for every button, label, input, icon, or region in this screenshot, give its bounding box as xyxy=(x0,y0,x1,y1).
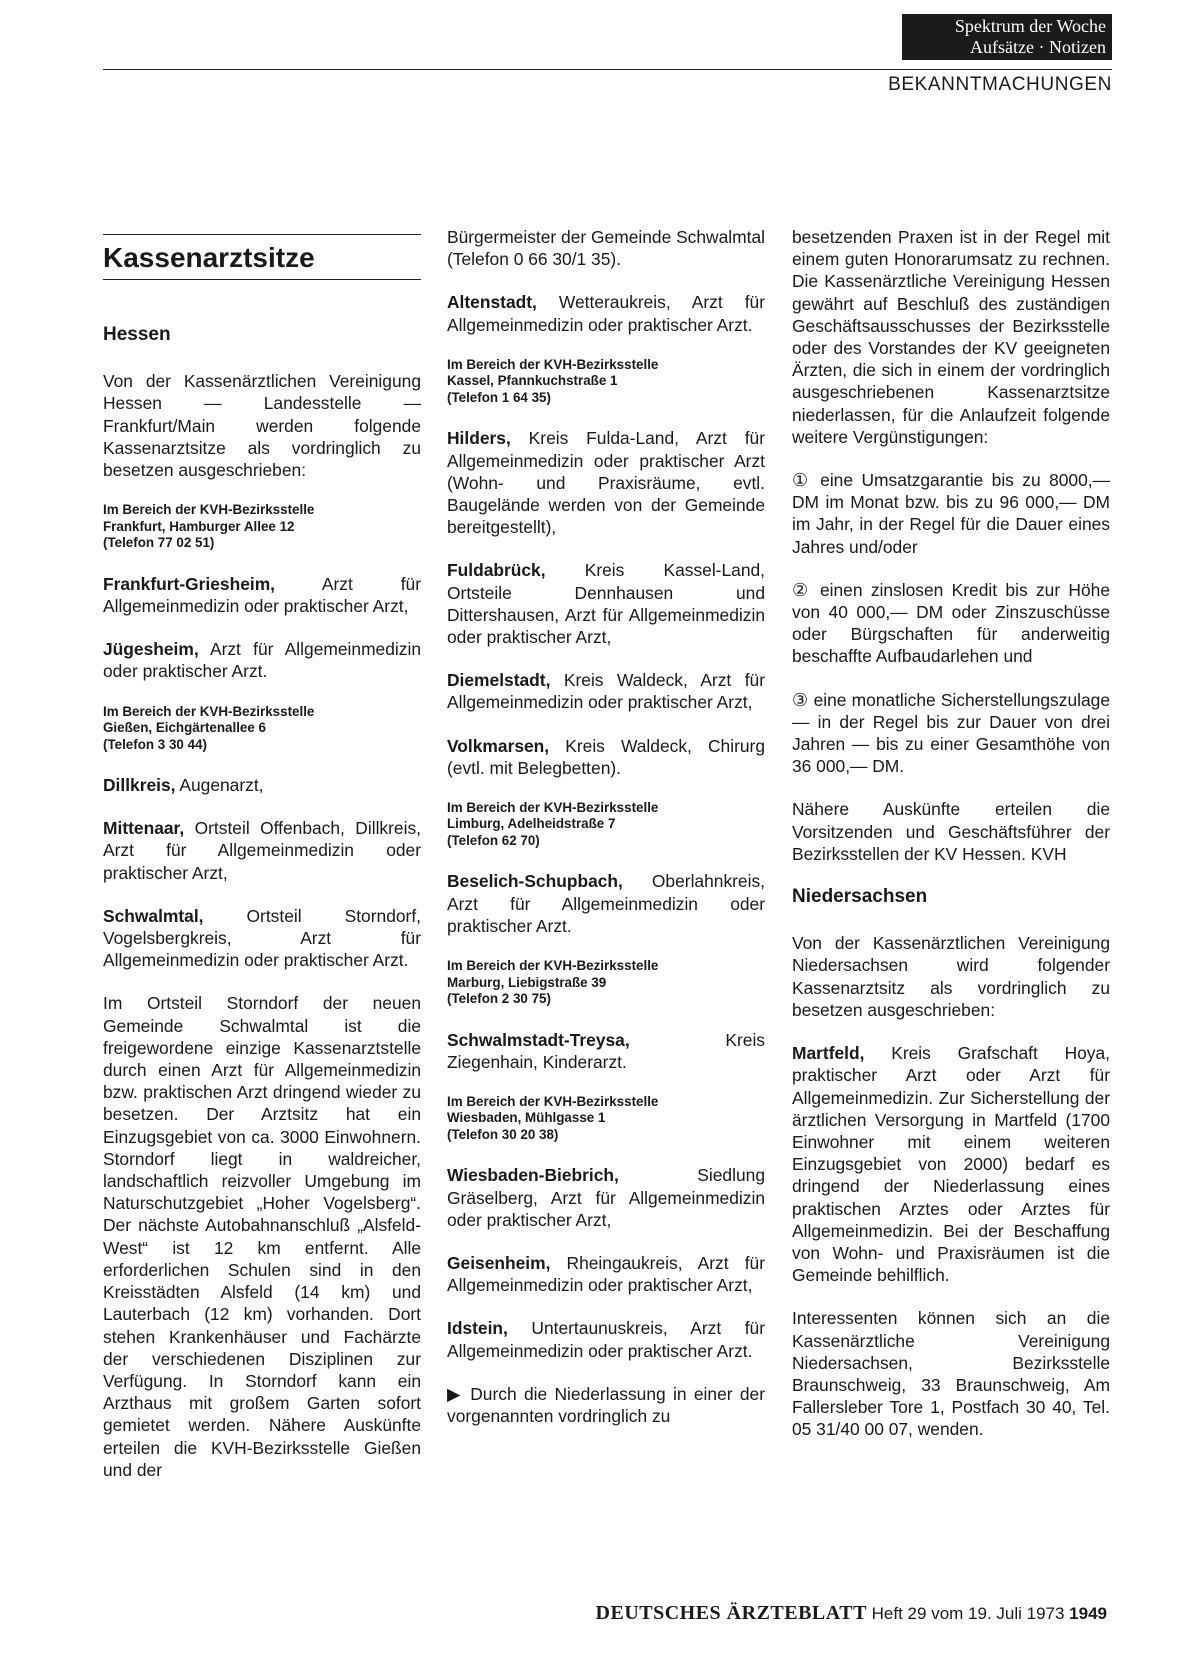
section-label: BEKANNTMACHUNGEN xyxy=(888,74,1112,95)
entry-name: Dillkreis, xyxy=(103,775,176,796)
entry-text: Ortsteil Offenbach, Dillkreis, Arzt für Allgemeinmedizin oder praktischer Arzt, xyxy=(103,818,421,883)
entry xyxy=(447,1164,765,1231)
office-line: Im Bereich der KVH-Bezirksstelle xyxy=(447,799,659,815)
note-paragraph xyxy=(447,1383,765,1427)
entry xyxy=(447,870,765,937)
entry xyxy=(103,573,421,617)
entry-name: Martfeld, xyxy=(792,1043,865,1064)
page-footer xyxy=(596,1602,1107,1625)
entry-text: Kreis Waldeck, Chirurg (evtl. mit Belegbetten). xyxy=(447,735,765,778)
continued-paragraph: Bürgermeister der Gemeinde Schwalmtal (Telefon 0 66 30/1 35). xyxy=(447,227,765,270)
benefit-item xyxy=(792,579,1110,668)
office-wiesbaden xyxy=(447,1094,765,1144)
region-heading-niedersachsen: Niedersachsen xyxy=(792,886,928,908)
entry-name: Fuldabrück, xyxy=(447,560,546,581)
header-box xyxy=(902,14,1112,60)
entry-name: Mittenaar, xyxy=(103,818,185,839)
benefit-text: einen zinslosen Kredit bis zur Höhe von 40 000,— DM oder Zinszuschüsse oder Bürgschaften für anderweitig beschaffte Aufbaudarlehen und xyxy=(792,579,1111,667)
entry xyxy=(447,1029,765,1073)
benefit-item xyxy=(792,469,1110,558)
office-line: Kassel, Pfannkuchstraße 1 xyxy=(447,373,618,389)
closing-paragraph: Nähere Auskünfte erteilen die Vorsitzenden und Geschäftsführer der Bezirksstellen der KV Hessen. KVH xyxy=(792,799,1110,864)
intro-paragraph: Von der Kassenärztlichen Vereinigung Hessen — Landesstelle — Frankfurt/Main werden folgende Kassenarztsitze als vordringlich zu besetzen ausgeschrieben: xyxy=(103,371,421,481)
entry-name: Beselich-Schupbach, xyxy=(447,871,623,892)
entry xyxy=(103,905,421,972)
issue-info: Heft 29 vom 19. Juli 1973 xyxy=(871,1604,1065,1623)
header-rule xyxy=(103,69,1112,70)
office-line: (Telefon 1 64 35) xyxy=(447,389,551,405)
office-frankfurt xyxy=(103,502,421,552)
circled-two-icon: ② xyxy=(792,579,812,600)
entry xyxy=(103,774,421,796)
journal-name: DEUTSCHES ÄRZTEBLATT xyxy=(595,1602,867,1624)
entry-name: Geisenheim, xyxy=(447,1253,551,1274)
entry-name: Hilders, xyxy=(447,428,511,449)
note-text: Durch die Niederlassung in einer der vorgenannten vordringlich zu xyxy=(447,1383,766,1427)
entry-text: Kreis Waldeck, Arzt für Allgemeinmedizin oder praktischer Arzt, xyxy=(447,670,765,713)
entry-name: Jügesheim, xyxy=(103,639,199,660)
office-line: Im Bereich der KVH-Bezirksstelle xyxy=(103,502,315,518)
office-kassel xyxy=(447,357,765,407)
entry-text: Kreis Kassel-Land, Ortsteile Dennhausen und Dittershausen, Arzt für Allgemeinmedizin oder praktischer Arzt, xyxy=(447,560,765,647)
storndorf-paragraph: Im Ortsteil Storndorf der neuen Gemeinde Schwalmtal ist die freigewordene einzige Kassenarztstelle durch einen Arzt für Allgemeinmedizin bzw. praktischen Arzt dringend wieder zu besetzen. Der Arztsitz hat ein Einzugsgebiet von ca. 3000 Einwohnern. Storndorf liegt in waldreicher, landschaftlich reizvoller Umgebung im Naturschutzgebiet „Hoher Vogelsberg“. Der nächste Autobahnanschluß „Alsfeld-West“ ist 12 km entfernt. Alle erforderlichen Schulen sind in den Kreisstädten Alsfeld (14 km) und Lauterbach (12 km) vorhanden. Dort stehen Krankenhäuser und Fachärzte der verschiedenen Disziplinen zur Verfügung. In Storndorf kann ein Arzthaus mit großem Garten sofort gemietet werden. Nähere Auskünfte erteilen die KVH-Bezirksstelle Gießen und der xyxy=(103,993,421,1480)
header-box-line1: Spektrum der Woche xyxy=(954,16,1106,36)
page-number: 1949 xyxy=(1069,1604,1107,1623)
continued-paragraph: besetzenden Praxen ist in der Regel mit einem guten Honorarumsatz zu rechnen. Die Kassenärztliche Vereinigung Hessen gewährt auf Beschluß des zuständigen Geschäftsausschusses der Bezirksstelle oder des Vorstandes der KV geeigneten Ärzten, die sich in einem der vordringlich ausgeschriebenen Kassenarztsitze niederlassen, für die Anlaufzeit folgende weitere Vergünstigungen: xyxy=(792,227,1110,447)
office-line: Frankfurt, Hamburger Allee 12 xyxy=(103,518,295,534)
entry-name: Frankfurt-Griesheim, xyxy=(103,573,276,594)
entry-text: Kreis Grafschaft Hoya, praktischer Arzt oder Arzt für Allgemeinmedizin. Zur Sicherstellung der ärztlichen Versorgung in Martfeld (1700 Einwohner mit einem weiteren Einzugsgebiet von 2000) bedarf es dringend der Niederlassung eines praktischen Arztes oder Arztes für Allgemeinmedizin. Bei der Beschaffung von Wohn- und Praxisräumen ist die Gemeinde behilflich. xyxy=(792,1043,1110,1286)
office-line: (Telefon 30 20 38) xyxy=(447,1126,559,1142)
office-line: (Telefon 2 30 75) xyxy=(447,991,551,1007)
entry-text: Ortsteil Storndorf, Vogelsbergkreis, Arzt für Allgemeinmedizin oder praktischer Arzt. xyxy=(103,905,421,971)
column-3 xyxy=(792,226,1110,1441)
office-limburg xyxy=(447,800,765,850)
benefit-item xyxy=(792,689,1110,778)
header-box-line2: Aufsätze · Notizen xyxy=(970,37,1106,57)
entry-text: Wetteraukreis, Arzt für Allgemeinmedizin oder praktischer Arzt. xyxy=(447,292,765,335)
entry xyxy=(103,638,421,682)
office-line: Im Bereich der KVH-Bezirksstelle xyxy=(447,958,659,974)
entry xyxy=(447,669,765,713)
column-2 xyxy=(447,226,765,1427)
entry-name: Diemelstadt, xyxy=(447,670,551,691)
office-line: Marburg, Liebigstraße 39 xyxy=(447,974,607,990)
entry-name: Wiesbaden-Biebrich, xyxy=(447,1165,619,1186)
circled-one-icon: ① xyxy=(792,470,812,491)
entry xyxy=(447,427,765,538)
office-line: Im Bereich der KVH-Bezirksstelle xyxy=(447,1093,659,1109)
title-block xyxy=(103,234,421,280)
office-line: Im Bereich der KVH-Bezirksstelle xyxy=(103,703,315,719)
entry xyxy=(447,1252,765,1296)
column-1 xyxy=(103,226,421,1481)
entry-text: Arzt für Allgemeinmedizin oder praktischer Arzt, xyxy=(103,573,421,616)
entry-name: Schwalmtal, xyxy=(103,905,204,926)
entry xyxy=(103,817,421,884)
entry xyxy=(447,1317,765,1361)
entry-name: Altenstadt, xyxy=(447,292,537,313)
arrow-icon: ▶ xyxy=(447,1383,463,1404)
office-line: Gießen, Eichgärtenallee 6 xyxy=(103,720,266,736)
entry-text: Rheingaukreis, Arzt für Allgemeinmedizin oder praktischer Arzt, xyxy=(447,1253,765,1296)
entry xyxy=(447,735,765,779)
office-line: Im Bereich der KVH-Bezirksstelle xyxy=(447,356,659,372)
benefit-text: eine monatliche Sicherstellungszulage — in der Regel bis zur Dauer von drei Jahren — bis zu einer Gesamthöhe von 36 000,— DM. xyxy=(792,689,1110,777)
entry-text: Kreis Ziegenhain, Kinderarzt. xyxy=(447,1029,765,1072)
office-line: Wiesbaden, Mühlgasse 1 xyxy=(447,1110,606,1126)
entry-text: Oberlahnkreis, Arzt für Allgemeinmedizin oder praktischer Arzt. xyxy=(447,871,765,936)
entry xyxy=(447,559,765,648)
page-title: Kassenarztsitze xyxy=(103,242,315,273)
entry-name: Schwalmstadt-Treysa, xyxy=(447,1029,630,1050)
entry-text: Untertaunuskreis, Arzt für Allgemeinmedizin oder praktischer Arzt. xyxy=(447,1318,765,1361)
benefit-text: eine Umsatzgarantie bis zu 8000,— DM im Monat bzw. bis zu 96 000,— DM im Jahr, in der Regel für die Dauer eines Jahres und/oder xyxy=(792,470,1110,557)
entry-text: Arzt für Allgemeinmedizin oder praktischer Arzt. xyxy=(103,639,421,682)
entry xyxy=(792,1042,1110,1286)
region-heading-hessen: Hessen xyxy=(103,324,171,345)
entry-text: Siedlung Gräselberg, Arzt für Allgemeinmedizin oder praktischer Arzt, xyxy=(447,1165,765,1230)
entry-name: Volkmarsen, xyxy=(447,735,550,756)
office-line: (Telefon 62 70) xyxy=(447,832,540,848)
office-line: Limburg, Adelheidstraße 7 xyxy=(447,816,616,832)
office-giessen xyxy=(103,704,421,754)
circled-three-icon: ③ xyxy=(792,689,809,710)
entry xyxy=(447,291,765,335)
contact-paragraph: Interessenten können sich an die Kassenärztliche Vereinigung Niedersachsen, Bezirksstelle Braunschweig, 33 Braunschweig, Am Fallersleber Tore 1, Postfach 30 40, Tel. 05 31/40 00 07, wenden. xyxy=(792,1308,1110,1440)
entry-text: Augenarzt, xyxy=(175,775,264,796)
entry-name: Idstein, xyxy=(447,1318,508,1339)
office-marburg xyxy=(447,958,765,1008)
office-line: (Telefon 3 30 44) xyxy=(103,736,207,752)
office-line: (Telefon 77 02 51) xyxy=(103,535,215,551)
intro-paragraph: Von der Kassenärztlichen Vereinigung Niedersachsen wird folgender Kassenarztsitz als vordringlich zu besetzen ausgeschrieben: xyxy=(792,933,1110,1020)
entry-text: Kreis Fulda-Land, Arzt für Allgemeinmedizin oder praktischer Arzt (Wohn- und Praxisräume, evtl. Baugelände werden von der Gemeinde bereitgestellt), xyxy=(447,428,765,538)
